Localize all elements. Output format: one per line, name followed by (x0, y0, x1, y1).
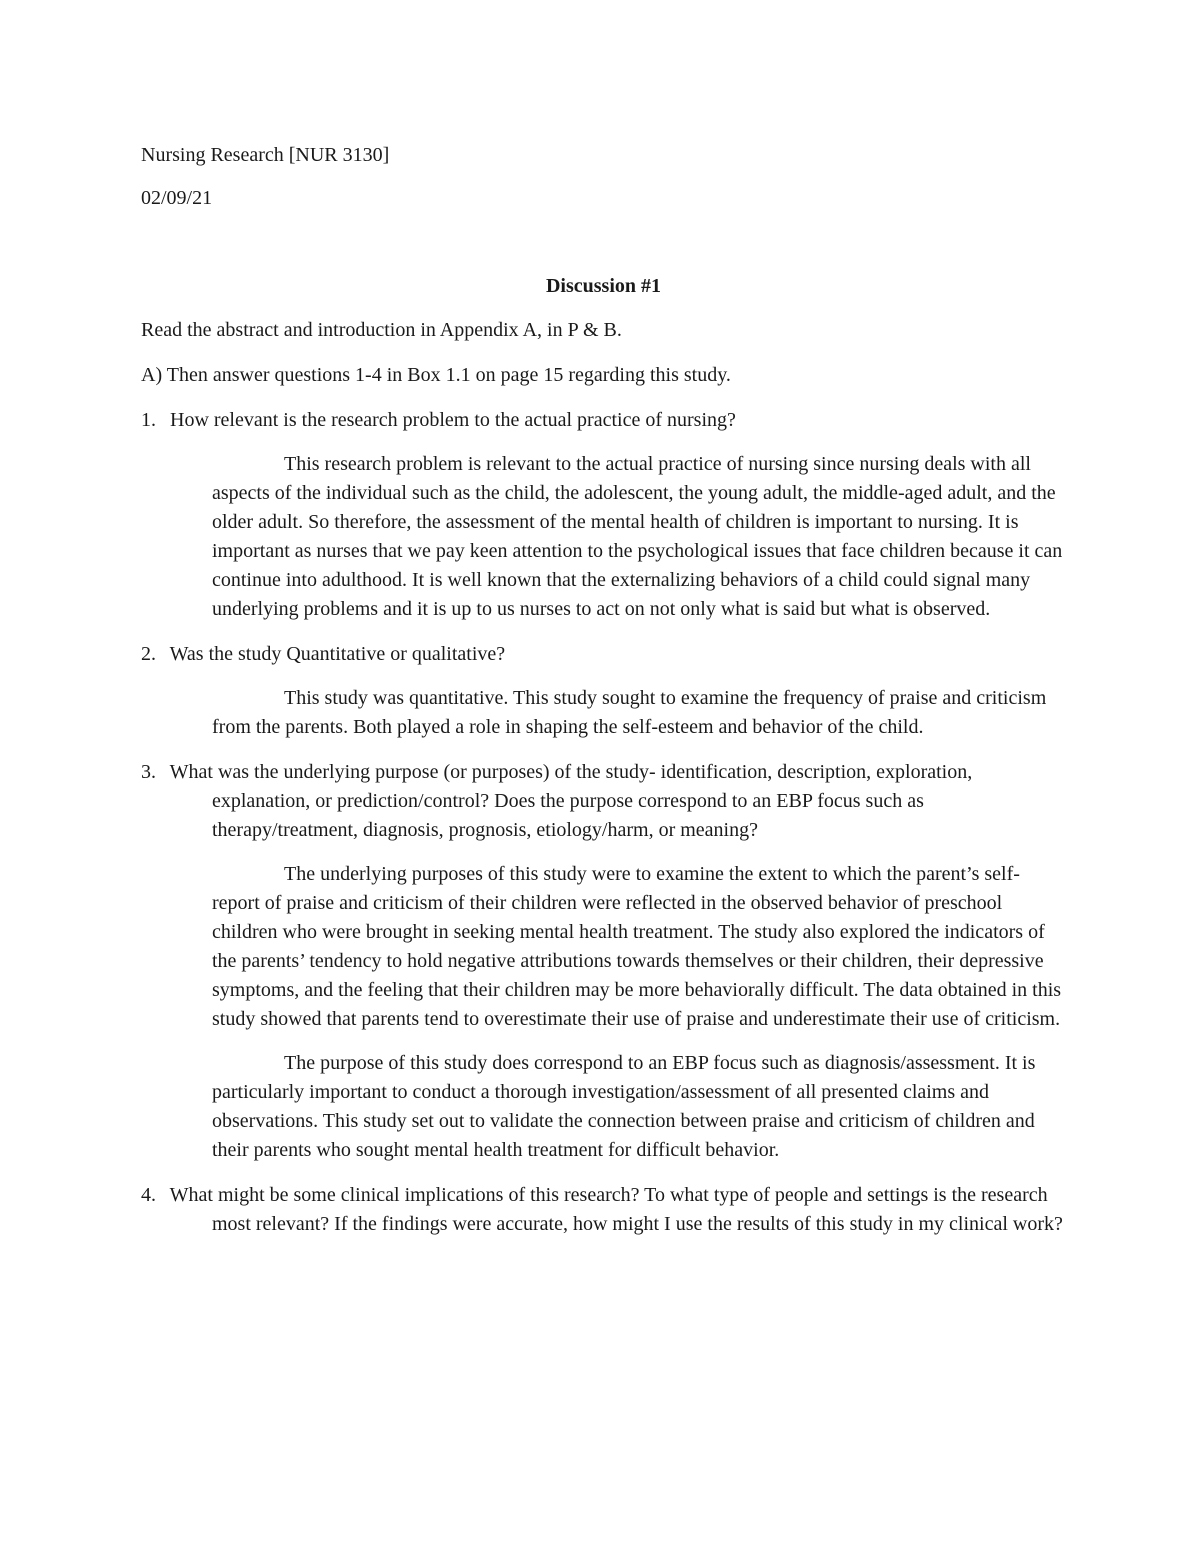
question-1 (141, 406, 1066, 435)
question-text: What might be some clinical implications of this research? To what type of people and settings is the research most relevant? If the findings were accurate, how might I use the results of this study in my clinical work? (169, 1184, 1063, 1235)
question-number: 1. (141, 409, 156, 431)
document-body (141, 141, 1066, 1239)
question-number: 3. (141, 761, 156, 783)
question-4 (141, 1181, 1066, 1239)
answer-3b: The purpose of this study does correspond to an EBP focus such as diagnosis/assessment. It is particularly important to conduct a thorough investigation/assessment of all presented claims and observations. This study set out to validate the connection between praise and criticism of children and their parents who sought mental health treatment for difficult behavior. (212, 1052, 1036, 1161)
document-date: 02/09/21 (141, 187, 213, 209)
question-number: 4. (141, 1184, 156, 1206)
question-3 (141, 758, 1066, 845)
answer-2: This study was quantitative. This study sought to examine the frequency of praise and criticism from the parents. Both played a role in shaping the self-esteem and behavior of the child. (212, 687, 1047, 738)
course-title: Nursing Research [NUR 3130] (141, 144, 390, 166)
answer-1: This research problem is relevant to the actual practice of nursing since nursing deals with all aspects of the individual such as the child, the adolescent, the young adult, the middle-aged adult, and the older adult. So therefore, the assessment of the mental health of children is important to nursing. It is important as nurses that we pay keen attention to the psychological issues that face children because it can continue into adulthood. It is well known that the externalizing behaviors of a child could signal many underlying problems and it is up to us nurses to act on not only what is said but what is observed. (212, 453, 1063, 620)
question-text: What was the underlying purpose (or purposes) of the study- identification, description, exploration, explanation, or prediction/control? Does the purpose correspond to an EBP focus such as therapy/treatment, diagnosis, prognosis, etiology/harm, or meaning? (169, 761, 973, 841)
intro-line-1: Read the abstract and introduction in Appendix A, in P & B. (141, 319, 622, 341)
question-number: 2. (141, 643, 156, 665)
answer-3a: The underlying purposes of this study were to examine the extent to which the parent’s self-report of praise and criticism of their children were reflected in the observed behavior of preschool children who were brought in seeking mental health treatment. The study also explored the indicators of the parents’ tendency to hold negative attributions towards themselves or their children, their depressive symptoms, and the feeling that their children may be more behaviorally difficult. The data obtained in this study showed that parents tend to overestimate their use of praise and underestimate their use of criticism. (212, 863, 1062, 1030)
discussion-title: Discussion #1 (545, 275, 662, 297)
question-text: Was the study Quantitative or qualitative? (169, 643, 506, 665)
intro-line-2: A) Then answer questions 1-4 in Box 1.1 on page 15 regarding this study. (141, 364, 731, 386)
question-2 (141, 640, 1066, 669)
question-text: How relevant is the research problem to the actual practice of nursing? (170, 409, 736, 431)
